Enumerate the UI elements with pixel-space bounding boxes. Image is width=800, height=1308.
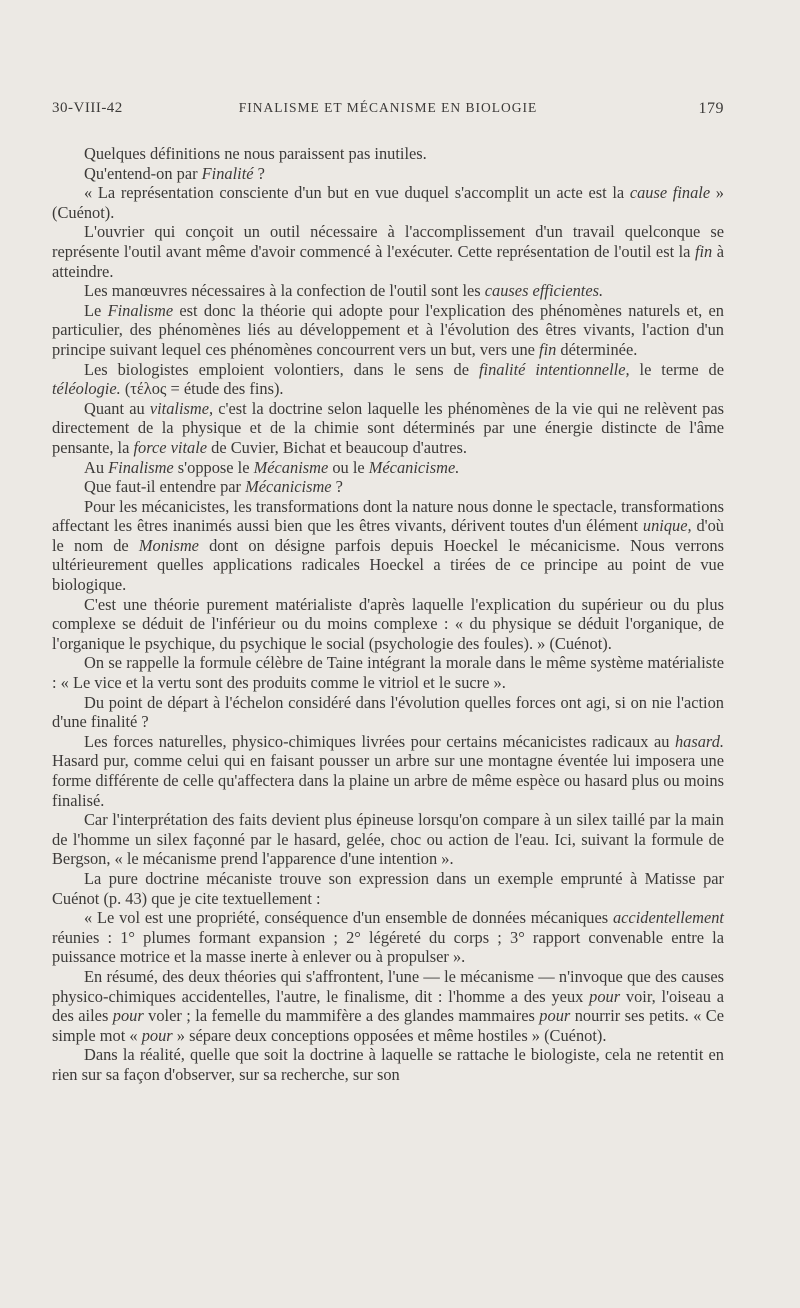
- text-run: La pure doctrine mécaniste trouve son expression dans un exemple emprunté à Matisse par Cuénot (p. 43) que je cite textuellement :: [52, 868, 724, 908]
- body-text: [52, 144, 724, 1085]
- italic-text: Mécanicisme.: [368, 457, 460, 477]
- paragraph: [52, 908, 724, 967]
- text-run: Car l'interprétation des faits devient plus épineuse lorsqu'on compare à un silex taillé par la main de l'homme un silex façonné par le hasard, gelée, choc ou action de l'eau. Ici, suivant la formule de Bergson, « le mécanisme prend l'apparence d'une intention ».: [52, 810, 724, 869]
- italic-text: Finalisme: [108, 457, 174, 477]
- paragraph: [52, 222, 724, 281]
- paragraph: [52, 732, 724, 810]
- text-run: Du point de départ à l'échelon considéré dans l'évolution quelles forces ont agi, si on nie l'action d'une finalité ?: [52, 692, 724, 732]
- text-run: nourrir ses petits. « Ce simple mot «: [52, 1006, 724, 1045]
- text-run: voir, l'oiseau a des ailes: [52, 986, 725, 1026]
- paragraph: [52, 281, 724, 301]
- text-run: ou le: [328, 457, 369, 477]
- text-run: (τέλος = étude des fins).: [120, 379, 284, 399]
- italic-text: pour: [112, 1006, 144, 1026]
- paragraph: [52, 164, 724, 184]
- italic-text: fin: [539, 339, 557, 359]
- italic-text: pour: [589, 986, 621, 1006]
- text-run: déterminée.: [556, 339, 638, 359]
- text-run: « La représentation consciente d'un but en vue duquel s'accomplit un acte est la: [84, 183, 630, 203]
- text-run: » sépare deux conceptions opposées et même hostiles » (Cuénot).: [172, 1025, 607, 1045]
- text-run: C'est une théorie purement matérialiste d'après laquelle l'explication du supérieur ou du plus complexe se déduit de l'inférieur ou du moins complexe : « du physique se déduit l'organique, de l'organique le psychique, du psychique le social (psychologie des foules). » (Cuénot).: [52, 594, 724, 653]
- text-run: ?: [253, 163, 265, 183]
- text-run: Quelques définitions ne nous paraissent pas inutiles.: [84, 144, 427, 163]
- paragraph: [52, 183, 724, 222]
- text-run: d'où le nom de: [52, 516, 724, 555]
- paragraph: [52, 497, 724, 595]
- text-run: réunies : 1° plumes formant expansion ; 2° légéreté du corps ; 3° rapport convenable entre la puissance motrice et la masse inerte à enlever ou à propulser ».: [52, 927, 724, 967]
- text-run: Hasard pur, comme celui qui en faisant pousser un arbre sur une montagne éventée lui imposera une forme différente de celle qu'affectera dans la plaine un arbre de même espèce ou hasard plus ou moins finalisé.: [52, 751, 724, 810]
- text-run: Quant au: [84, 398, 150, 418]
- italic-text: unique,: [642, 516, 692, 536]
- text-run: » (Cuénot).: [52, 183, 724, 222]
- text-run: Que faut-il entendre par: [84, 477, 246, 497]
- text-run: dont on désigne parfois depuis Hoeckel le mécanicisme. Nous verrons ultérieurement quelles applications radicales Hoeckel a tirées de ce principe au point de vue biologique.: [52, 535, 725, 595]
- text-run: s'oppose le: [173, 457, 254, 477]
- header-date: 30-VIII-42: [52, 100, 123, 116]
- italic-text: pour: [539, 1006, 571, 1026]
- italic-text: hasard.: [674, 731, 724, 751]
- text-run: Les forces naturelles, physico-chimiques livrées pour certains mécanicistes radicaux au: [84, 731, 675, 751]
- text-run: Au: [84, 457, 109, 477]
- running-header: [52, 100, 724, 124]
- italic-text: causes efficientes.: [484, 281, 604, 301]
- italic-text: téléologie.: [52, 379, 121, 399]
- text-run: à atteindre.: [52, 241, 725, 281]
- text-run: c'est la doctrine selon laquelle les phénomènes de la vie qui ne relèvent pas directement de la physique et de la chimie sont déterminés par une énergie distincte de l'âme pensante, la: [52, 398, 724, 457]
- paragraph: [52, 653, 724, 692]
- italic-text: force vitale: [133, 437, 208, 457]
- paragraph: [52, 360, 724, 399]
- text-run: Pour les mécanicistes, les transformations dont la nature nous donne le spectacle, transformations affectant les êtres inanimés aussi bien que les êtres vivants, dérivent toutes d'un élément: [52, 496, 724, 536]
- paragraph: [52, 301, 724, 360]
- text-run: ?: [331, 477, 343, 497]
- italic-text: Mécanicisme: [245, 477, 332, 497]
- text-run: En résumé, des deux théories qui s'affrontent, l'une — le mécanisme — n'invoque que des causes physico-chimiques accidentelles, l'autre, le finalisme, dit : l'homme a des yeux: [52, 966, 724, 1006]
- italic-text: pour: [141, 1025, 173, 1045]
- paragraph: [52, 458, 724, 478]
- text-run: le terme de: [629, 359, 725, 379]
- italic-text: vitalisme,: [149, 398, 214, 418]
- text-run: Les manœuvres nécessaires à la confection de l'outil sont les: [84, 281, 485, 301]
- text-run: de Cuvier, Bichat et beaucoup d'autres.: [207, 437, 467, 457]
- text-run: voler ; la femelle du mammifère a des glandes mammaires: [143, 1006, 540, 1026]
- paragraph: [52, 693, 724, 732]
- italic-text: accidentellement: [612, 908, 724, 928]
- italic-text: Finalité: [201, 163, 254, 183]
- paragraph: [52, 869, 724, 908]
- running-title: FINALISME ET MÉCANISME EN BIOLOGIE: [238, 100, 538, 115]
- text-run: est donc la théorie qui adopte pour l'explication des phénomènes naturels et, en particulier, des phénomènes liés au développement et à l'évolution des êtres vivants, l'action d'un principe suivant lequel ces phénomènes concourrent vers un but, vers une: [52, 300, 724, 359]
- paragraph: [52, 967, 724, 1045]
- paragraph: [52, 477, 724, 497]
- page-number: 179: [698, 100, 724, 117]
- italic-text: cause finale: [629, 183, 711, 203]
- paragraph: [52, 1045, 724, 1084]
- text-run: Qu'entend-on par: [84, 163, 202, 183]
- text-run: « Le vol est une propriété, conséquence d'un ensemble de données mécaniques: [84, 908, 613, 928]
- text-run: Les biologistes emploient volontiers, dans le sens de: [84, 359, 479, 379]
- italic-text: Monisme: [138, 535, 199, 555]
- paragraph: [52, 144, 724, 164]
- text-run: Dans la réalité, quelle que soit la doctrine à laquelle se rattache le biologiste, cela ne retentit en rien sur sa façon d'observer, sur sa recherche, sur son: [52, 1045, 724, 1084]
- paragraph: [52, 399, 724, 458]
- text-run: L'ouvrier qui conçoit un outil nécessaire à l'accomplissement d'un travail quelconque se représente l'outil avant même d'avoir commencé à l'exécuter. Cette représentation de l'outil est la: [52, 222, 724, 261]
- text-run: Le: [84, 300, 108, 320]
- paragraph: [52, 595, 724, 654]
- italic-text: finalité intentionnelle,: [478, 359, 630, 379]
- italic-text: Mécanisme: [253, 457, 329, 477]
- paragraph: [52, 810, 724, 869]
- italic-text: Finalisme: [107, 300, 174, 320]
- italic-text: fin: [694, 241, 713, 261]
- text-run: On se rappelle la formule célèbre de Taine intégrant la morale dans le même système matérialiste : « Le vice et la vertu sont des produits comme le vitriol et le sucre ».: [52, 653, 724, 693]
